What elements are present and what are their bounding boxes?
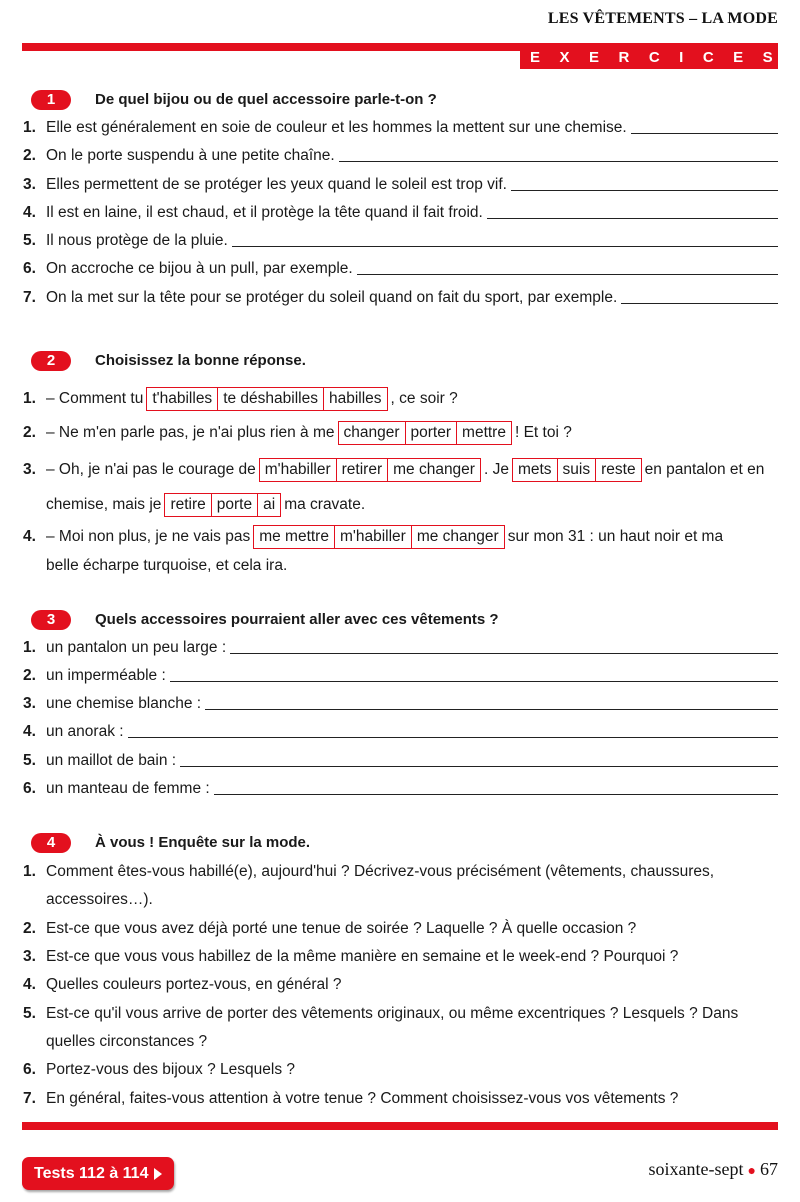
- choice-option[interactable]: mets: [513, 459, 558, 481]
- ex1-item-2: 2. On le porte suspendu à une petite chaîne.: [23, 147, 778, 165]
- answer-line[interactable]: [205, 709, 778, 710]
- exercise-2-badge: 2: [31, 351, 71, 371]
- ex1-item-4: 4. Il est en laine, il est chaud, et il protège la tête quand il fait froid.: [23, 204, 778, 222]
- choice-option[interactable]: t'habilles: [147, 388, 218, 410]
- ex3-item-4: 4. un anorak :: [23, 723, 778, 741]
- answer-line[interactable]: [180, 766, 778, 767]
- chapter-title: LES VÊTEMENTS – LA MODE: [547, 10, 778, 27]
- choice-group: [512, 458, 642, 482]
- choice-option[interactable]: retirer: [337, 459, 388, 481]
- ex1-item-7: 7. On la met sur la tête pour se protéger du soleil quand on fait du sport, par exemple.: [23, 289, 778, 307]
- answer-line[interactable]: [232, 246, 778, 247]
- choice-group: [259, 458, 481, 482]
- choice-group: [338, 421, 512, 445]
- answer-line[interactable]: [339, 161, 778, 162]
- ex4-item-6: 6. Portez-vous des bijoux ? Lesquels ?: [23, 1061, 296, 1078]
- ex4-item-7: 7. En général, faites-vous attention à votre tenue ? Comment choisissez-vous vos vêtements ?: [23, 1090, 679, 1107]
- bullet-icon: ●: [747, 1164, 756, 1179]
- tests-link-label: Tests 112 à 114: [34, 1165, 149, 1182]
- choice-option[interactable]: te déshabilles: [218, 388, 324, 410]
- choice-option[interactable]: changer: [339, 422, 406, 444]
- ex1-item-3: 3. Elles permettent de se protéger les yeux quand le soleil est trop vif.: [23, 176, 778, 194]
- choice-option[interactable]: mettre: [462, 424, 506, 441]
- ex4-item-4: 4. Quelles couleurs portez-vous, en général ?: [23, 976, 342, 993]
- ex1-item-5: 5. Il nous protège de la pluie.: [23, 232, 778, 250]
- ex2-question-4-cont: belle écharpe turquoise, et cela ira.: [46, 557, 288, 574]
- ex1-item-1: 1. Elle est généralement en soie de couleur et les hommes la mettent sur une chemise.: [23, 119, 778, 137]
- ex4-item-3: 3. Est-ce que vous vous habillez de la même manière en semaine et le week-end ? Pourquoi ?: [23, 948, 679, 965]
- bottom-red-rule: [22, 1122, 778, 1130]
- answer-line[interactable]: [621, 303, 778, 304]
- choice-option[interactable]: habilles: [328, 390, 382, 407]
- answer-line[interactable]: [214, 794, 778, 795]
- answer-line[interactable]: [230, 653, 778, 654]
- choice-option[interactable]: me mettre: [254, 526, 335, 548]
- ex4-item-1: 1. Comment êtes-vous habillé(e), aujourd'hui ? Décrivez-vous précisément (vêtements, chaussures,: [23, 863, 715, 880]
- ex1-item-6: 6. On accroche ce bijou à un pull, par exemple.: [23, 260, 778, 278]
- ex4-item-5: 5. Est-ce qu'il vous arrive de porter des vêtements originaux, ou même excentriques ? Lesquels ? Dans: [23, 1005, 739, 1022]
- choice-option[interactable]: reste: [601, 461, 636, 478]
- exercise-3-title: Quels accessoires pourraient aller avec ces vêtements ?: [95, 611, 499, 628]
- choice-group: [146, 387, 387, 411]
- exercices-banner: EXERCICES: [520, 47, 778, 69]
- tests-link-button[interactable]: [22, 1157, 174, 1190]
- choice-option[interactable]: porter: [406, 422, 458, 444]
- ex2-question-3: 3. – Oh, je n'ai pas le courage de m'habiller retirer me changer . Je mets suis reste en pantalon et en: [23, 458, 778, 482]
- ex3-item-3: 3. une chemise blanche :: [23, 695, 778, 713]
- exercise-4-badge: 4: [31, 833, 71, 853]
- ex3-item-1: 1. un pantalon un peu large :: [23, 639, 778, 657]
- ex4-item-1-cont: accessoires…).: [46, 891, 153, 908]
- ex3-item-2: 2. un imperméable :: [23, 667, 778, 685]
- exercise-3-badge: 3: [31, 610, 71, 630]
- ex3-item-5: 5. un maillot de bain :: [23, 752, 778, 770]
- exercise-1-badge: 1: [31, 90, 71, 110]
- ex2-question-2: 2. – Ne m'en parle pas, je n'ai plus rien à me changer porter mettre ! Et toi ?: [23, 421, 778, 445]
- choice-option[interactable]: retire: [165, 494, 211, 516]
- exercise-2-title: Choisissez la bonne réponse.: [95, 352, 306, 369]
- answer-line[interactable]: [511, 190, 778, 191]
- ex2-question-1: 1. – Comment tu t'habilles te déshabilles habilles , ce soir ?: [23, 387, 778, 411]
- choice-option[interactable]: porte: [212, 494, 258, 516]
- play-arrow-icon: [154, 1168, 162, 1180]
- ex3-item-6: 6. un manteau de femme :: [23, 780, 778, 798]
- ex2-question-4: 4. – Moi non plus, je ne vais pas me mettre m'habiller me changer sur mon 31 : un haut noir et ma: [23, 525, 778, 549]
- choice-option[interactable]: m'habiller: [260, 459, 337, 481]
- ex4-item-2: 2. Est-ce que vous avez déjà porté une tenue de soirée ? Laquelle ? À quelle occasion ?: [23, 920, 637, 937]
- choice-group: [253, 525, 504, 549]
- answer-line[interactable]: [487, 218, 778, 219]
- exercise-4-title: À vous ! Enquête sur la mode.: [95, 834, 311, 851]
- choice-group: [164, 493, 281, 517]
- page-number: soixante-sept ● 67: [648, 1159, 778, 1179]
- answer-line[interactable]: [170, 681, 778, 682]
- ex4-item-5-cont: quelles circonstances ?: [46, 1033, 208, 1050]
- choice-option[interactable]: me changer: [416, 528, 499, 545]
- choice-option[interactable]: me changer: [393, 461, 475, 478]
- answer-line[interactable]: [357, 274, 778, 275]
- ex2-question-3-cont: chemise, mais je retire porte ai ma cravate.: [46, 493, 365, 517]
- choice-option[interactable]: m'habiller: [335, 526, 412, 548]
- choice-option[interactable]: ai: [263, 496, 276, 513]
- answer-line[interactable]: [631, 133, 778, 134]
- answer-line[interactable]: [128, 737, 778, 738]
- choice-option[interactable]: suis: [558, 459, 597, 481]
- exercise-1-title: De quel bijou ou de quel accessoire parle-t-on ?: [95, 91, 437, 108]
